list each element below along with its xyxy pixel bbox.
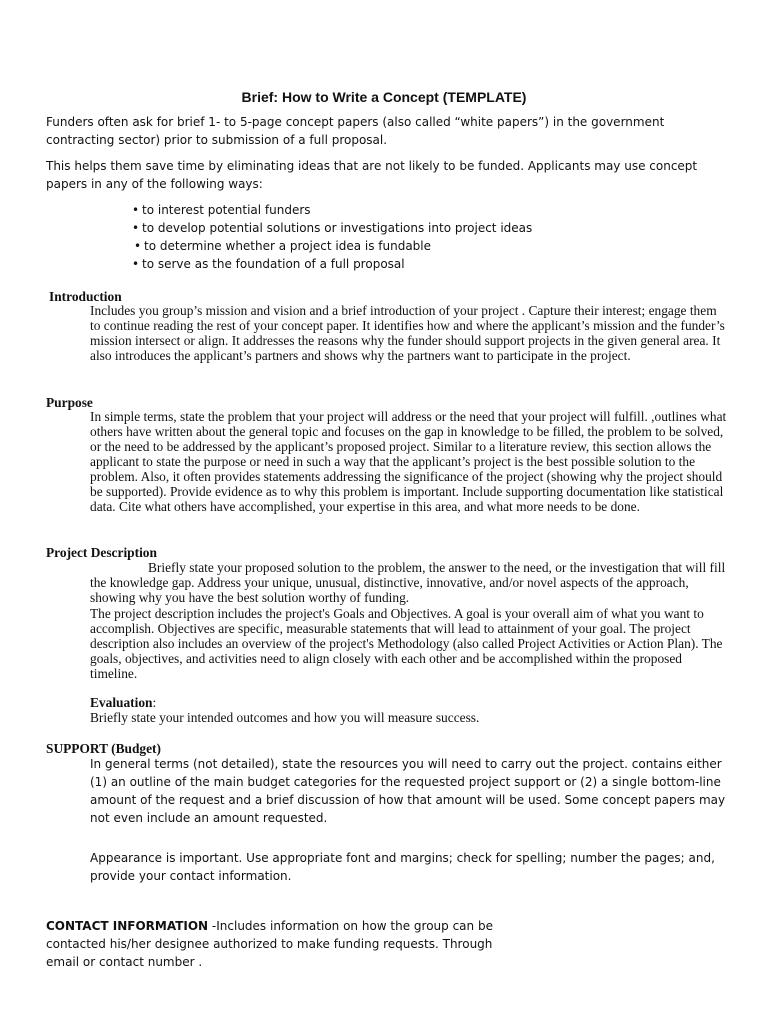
intro-paragraph-2: This helps them save time by eliminating ideas that are not likely to be funded. Applicants may use concept papers in any of the following ways: [46, 159, 698, 191]
bullet-icon: • [132, 203, 140, 217]
evaluation-text: Briefly state your intended outcomes and how you will measure success. [90, 710, 480, 725]
introduction-text: Includes you group’s mission and vision and a brief introduction of your project . Capture their interest; engage them to continue reading the rest of your concept paper. It identifies how and where the applicant’s mission and the funder’s mission intersect or align. It addresses the reasons why the funder should support projects in the given general area. It also introduces the applicant’s partners and shows why the partners want to participate in the project. [90, 303, 725, 363]
evaluation-colon: : [152, 695, 157, 710]
contact-label: CONTACT INFORMATION [46, 919, 209, 933]
project-description-text-1: Briefly state your proposed solution to the problem, the answer to the need, or the investigation that will fill the knowledge gap. Address your unique, unusual, distinctive, innovative, and/or novel aspects of the approach, showing why you have the best solution worthy of funding. [90, 560, 726, 605]
project-description-text-2: The project description includes the project's Goals and Objectives. A goal is your overall aim of what you want to accomplish. Objectives are specific, measurable statements that will lead to attainment of your goal. The project description also includes an overview of the project's Methodology (also called Project Activities or Action Plan). The goals, objectives, and activities need to align closely with each other and be accomplished within the proposed timeline. [90, 606, 723, 681]
evaluation-heading: Evaluation [90, 695, 153, 710]
list-item: • to determine whether a project idea is fundable [134, 239, 432, 253]
uses-list [132, 201, 532, 273]
support-text: In general terms (not detailed), state the resources you will need to carry out the project. contains either (1) an outline of the main budget categories for the requested project support or (2) a single bottom-line amount of the request and a brief discussion of how that amount will be used. Some concept papers may not even include an amount requested. [90, 757, 726, 825]
appearance-text: Appearance is important. Use appropriate font and margins; check for spelling; number the pages; and, provide your contact information. [90, 851, 715, 883]
bullet-icon: • [134, 239, 142, 253]
document-title: Brief: How to Write a Concept (TEMPLATE) [241, 89, 527, 105]
bullet-icon: • [132, 221, 140, 235]
contact-paragraph [46, 917, 516, 971]
list-item: • to serve as the foundation of a full proposal [132, 257, 405, 271]
list-item: • to develop potential solutions or investigations into project ideas [132, 221, 533, 235]
list-item: • to interest potential funders [132, 203, 311, 217]
contact-text: -Includes information on how the group can be contacted his/her designee authorized to make funding requests. Through email or contact number . [46, 919, 493, 969]
purpose-text: In simple terms, state the problem that your project will address or the need that your project will fulfill. ,outlines what others have written about the general topic and focuses on the gap in knowledge to be filled, the problem to be solved, or the need to be addressed by the applicant’s proposed project. Similar to a literature review, this section allows the applicant to state the purpose or need in such a way that the applicant’s project is the best possible solution to the problem. Also, it often provides statements addressing the significance of the project (showing why the project should be supported). Provide evidence as to why this problem is important. Include supporting documentation like statistical data. Cite what others have accomplished, your expertise in this area, and what more needs to be done. [90, 409, 727, 514]
purpose-heading: Purpose [46, 395, 93, 410]
support-heading: SUPPORT (Budget) [46, 741, 161, 756]
project-description-heading: Project Description [46, 545, 157, 560]
intro-paragraph-1: Funders often ask for brief 1- to 5-page concept papers (also called “white papers”) in the government contracting sector) prior to submission of a full proposal. [46, 115, 665, 147]
evaluation-heading-row [90, 695, 156, 710]
bullet-icon: • [132, 257, 140, 271]
introduction-heading: Introduction [49, 289, 122, 304]
